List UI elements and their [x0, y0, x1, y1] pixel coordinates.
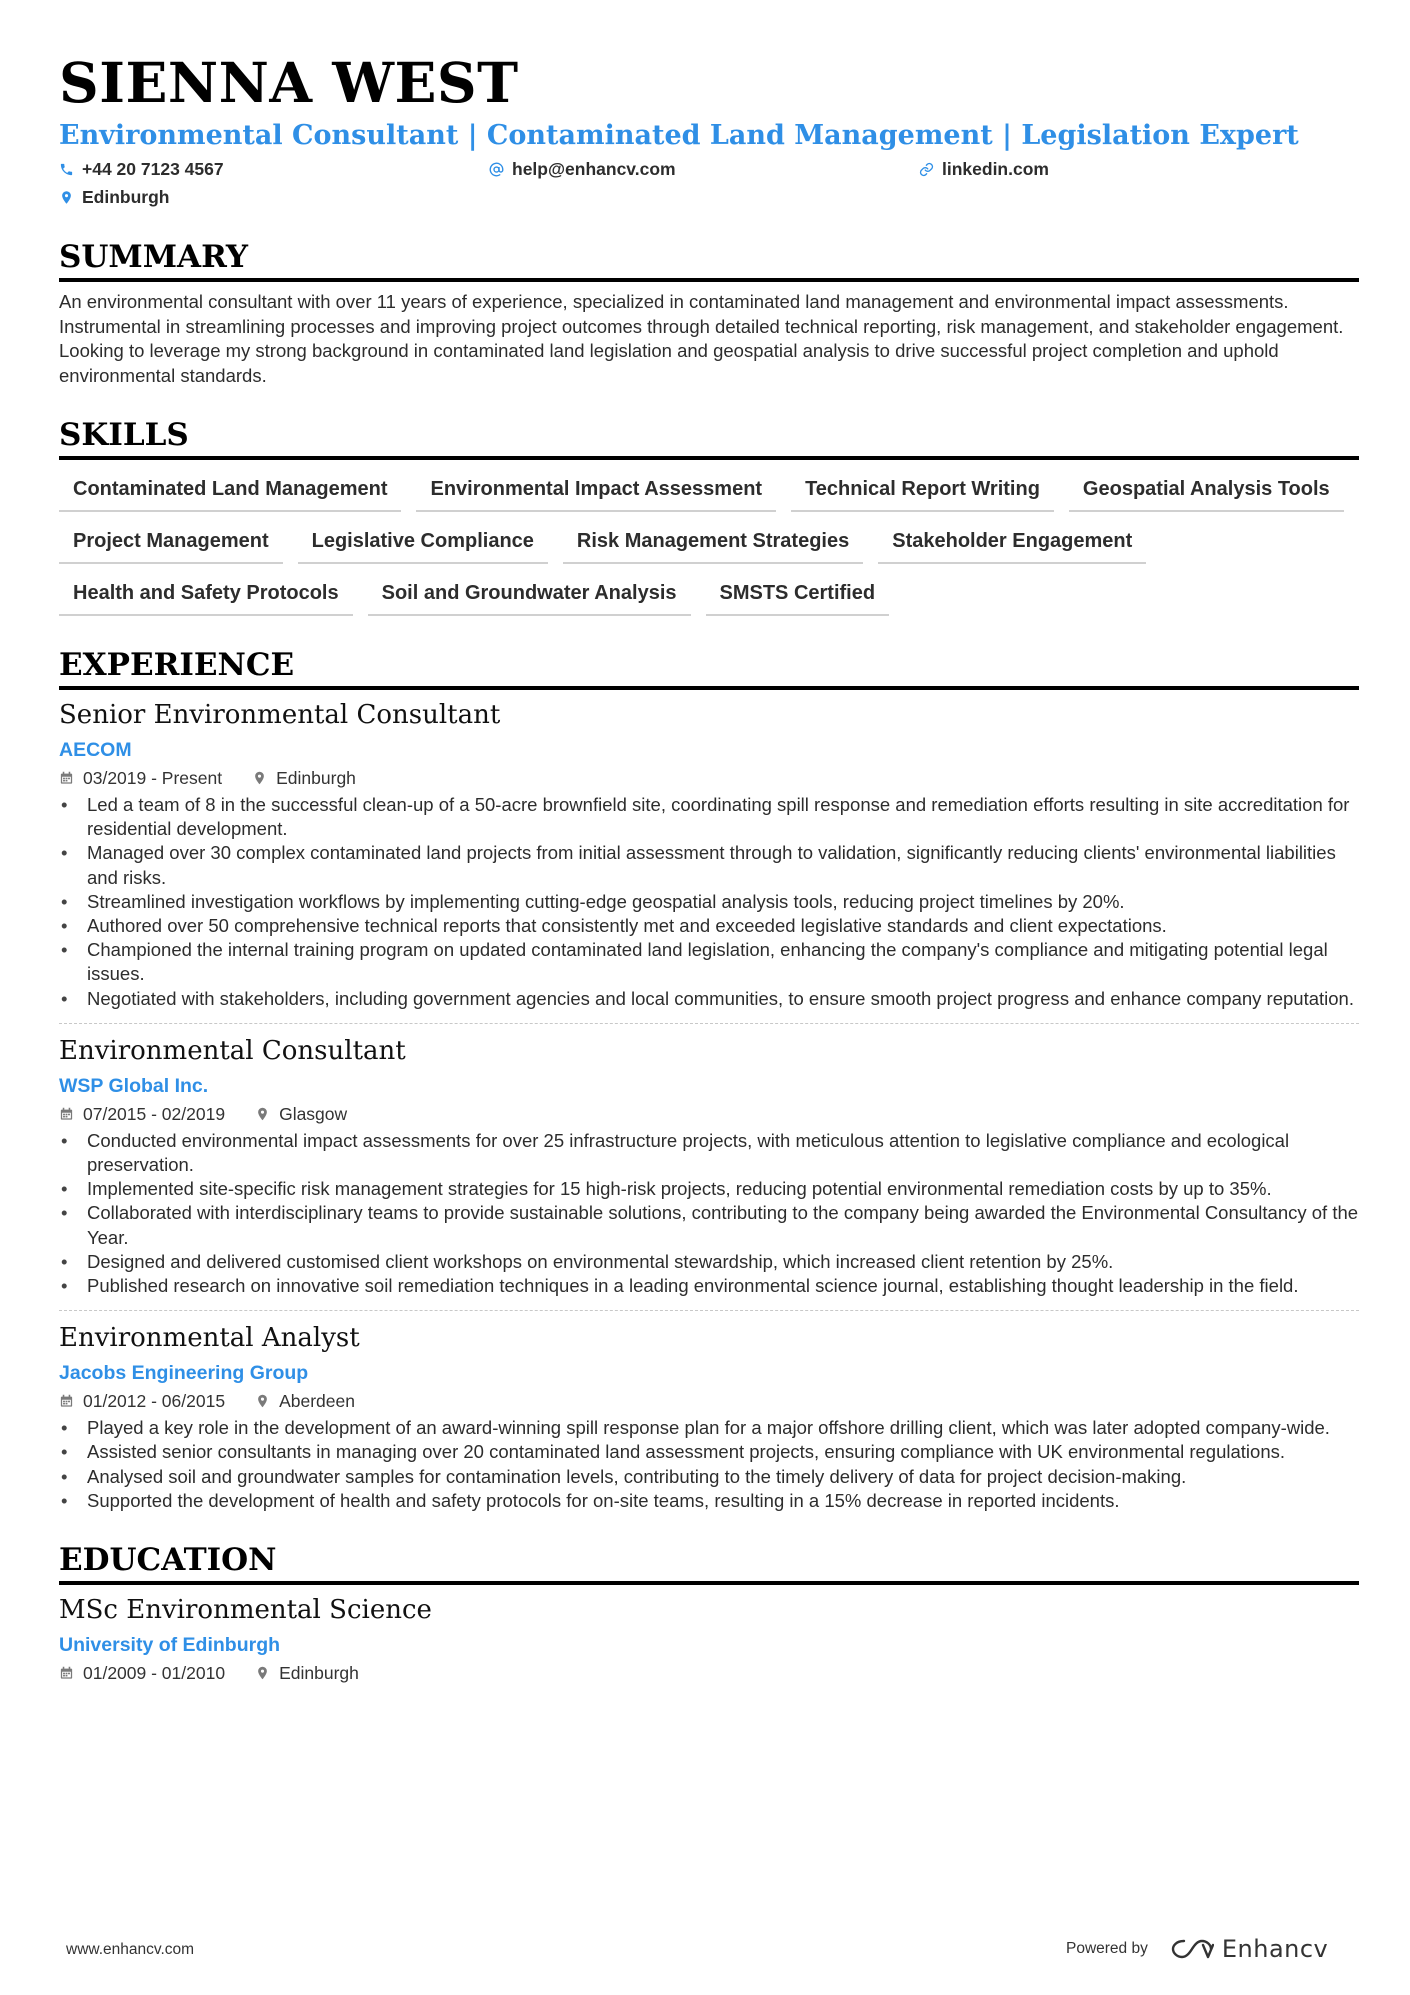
resume-page	[59, 48, 1359, 1690]
summary-text: An environmental consultant with over 11 years of experience, specialized in contaminated land management and environmental impact assessments. Instrumental in streamlining processes and improving project outcomes through detailed technical reporting, risk management, and stakeholder engagement. Looking to leverage my strong background in contaminated land legislation and geospatial analysis to drive successful project completion and uphold environmental standards.	[59, 291, 1344, 386]
job-entry	[59, 1310, 1359, 1519]
job-dates	[59, 1103, 225, 1125]
skill-tag: Environmental Impact Assessment	[416, 476, 776, 512]
summary-section	[59, 238, 1359, 388]
education-meta	[59, 1662, 1359, 1684]
skills-section	[59, 416, 1359, 616]
job-location	[252, 767, 356, 789]
contact-location	[59, 186, 489, 208]
company-name[interactable]: Jacobs Engineering Group	[59, 1362, 309, 1385]
location-pin-icon	[255, 1393, 270, 1409]
experience-heading: EXPERIENCE	[59, 646, 1359, 690]
company-name[interactable]: AECOM	[59, 739, 132, 761]
job-bullets	[59, 793, 1359, 1011]
company-name[interactable]: WSP Global Inc.	[59, 1074, 209, 1097]
skill-tag: Legislative Compliance	[298, 528, 548, 564]
headline: Environmental Consultant | Contaminated Land Management | Legislation Expert	[59, 120, 1299, 151]
job-meta	[59, 1390, 1359, 1412]
job-dates	[59, 767, 222, 789]
skills-heading: SKILLS	[59, 416, 1359, 460]
list-item: • Conducted environmental impact assessments for over 25 infrastructure projects, with meticulous attention to legislative compliance and ecological preservation.	[59, 1129, 1359, 1177]
list-item: • Championed the internal training program on updated contaminated land legislation, enhancing the company's compliance and mitigating potential legal issues.	[59, 938, 1359, 986]
email-text: help@enhancv.com	[512, 158, 676, 179]
job-title: Environmental Analyst	[59, 1323, 360, 1354]
link-icon	[919, 162, 934, 177]
dates-text: 01/2009 - 01/2010	[83, 1663, 226, 1684]
skill-tag: Project Management	[59, 528, 283, 564]
list-item: • Negotiated with stakeholders, including government agencies and local communities, to ensure smooth project progress and enhance company reputation.	[59, 987, 1359, 1011]
skill-tag: Contaminated Land Management	[59, 476, 401, 512]
list-item: • Implemented site-specific risk management strategies for 15 high-risk projects, reducing potential environmental remediation costs by up to 35%.	[59, 1177, 1359, 1201]
skills-list	[59, 476, 1359, 616]
phone-text: +44 20 7123 4567	[82, 158, 224, 179]
list-item: • Supported the development of health and safety protocols for on-site teams, resulting in a 15% decrease in reported incidents.	[59, 1489, 1359, 1513]
job-meta	[59, 1103, 1359, 1125]
footer-website[interactable]: www.enhancv.com	[66, 1941, 195, 1958]
list-item: • Analysed soil and groundwater samples for contamination levels, contributing to the timely delivery of data for project decision-making.	[59, 1465, 1359, 1489]
contact-linkedin[interactable]	[919, 158, 1359, 180]
experience-section	[59, 646, 1359, 1519]
location-pin-icon	[255, 1665, 270, 1681]
candidate-name: SIENNA WEST	[59, 50, 519, 115]
job-title: Senior Environmental Consultant	[59, 700, 501, 730]
location-pin-icon	[255, 1106, 270, 1122]
location-text: Aberdeen	[279, 1391, 355, 1412]
job-entry	[59, 698, 1359, 1017]
phone-icon	[59, 162, 74, 177]
list-item: • Designed and delivered customised client workshops on environmental stewardship, which increased client retention by 25%.	[59, 1250, 1359, 1274]
skill-tag: Risk Management Strategies	[563, 528, 863, 564]
location-text: Edinburgh	[82, 186, 170, 207]
linkedin-text: linkedin.com	[942, 158, 1049, 179]
contact-list	[59, 158, 1359, 208]
footer-branding[interactable]	[1066, 1935, 1328, 1963]
contact-phone[interactable]	[59, 158, 489, 180]
skill-tag: Soil and Groundwater Analysis	[368, 580, 691, 616]
calendar-icon	[59, 1665, 74, 1681]
school-name[interactable]: University of Edinburgh	[59, 1634, 281, 1657]
list-item: • Led a team of 8 in the successful clean-up of a 50-acre brownfield site, coordinating spill response and remediation efforts resulting in site accreditation for residential development.	[59, 793, 1359, 841]
education-entry	[59, 1593, 1359, 1690]
dates-text: 01/2012 - 06/2015	[83, 1391, 226, 1412]
degree-title: MSc Environmental Science	[59, 1595, 432, 1626]
education-heading: EDUCATION	[59, 1541, 1359, 1585]
dates-text: 07/2015 - 02/2019	[83, 1103, 226, 1124]
list-item: • Authored over 50 comprehensive technical reports that consistently met and exceeded legislative standards and client expectations.	[59, 914, 1359, 938]
job-location	[255, 1390, 355, 1412]
job-entry	[59, 1023, 1359, 1304]
calendar-icon	[59, 1393, 74, 1409]
education-location	[255, 1662, 359, 1684]
resume-header	[59, 48, 1359, 208]
education-dates	[59, 1662, 225, 1684]
location-text: Edinburgh	[279, 1663, 359, 1684]
skill-tag: Stakeholder Engagement	[878, 528, 1146, 564]
calendar-icon	[59, 1106, 74, 1122]
job-bullets	[59, 1129, 1359, 1298]
list-item: • Streamlined investigation workflows by implementing cutting-edge geospatial analysis tools, reducing project timelines by 20%.	[59, 890, 1359, 914]
at-sign-icon	[489, 162, 504, 177]
location-pin-icon	[59, 190, 74, 205]
brand-name: Enhancv	[1221, 1935, 1329, 1963]
job-title: Environmental Consultant	[59, 1035, 406, 1066]
summary-heading: SUMMARY	[59, 238, 1359, 282]
dates-text: 03/2019 - Present	[83, 768, 223, 788]
powered-by-label: Powered by	[1066, 1940, 1148, 1957]
education-section	[59, 1541, 1359, 1690]
location-pin-icon	[252, 770, 267, 786]
contact-email[interactable]	[489, 158, 919, 180]
skill-tag: Health and Safety Protocols	[59, 580, 353, 616]
list-item: • Played a key role in the development of an award-winning spill response plan for a major offshore drilling client, which was later adopted company-wide.	[59, 1416, 1359, 1440]
location-text: Glasgow	[279, 1103, 348, 1124]
enhancv-logo-icon	[1170, 1937, 1214, 1961]
skill-tag: Technical Report Writing	[791, 476, 1054, 512]
enhancv-logo	[1170, 1935, 1328, 1963]
location-text: Edinburgh	[276, 768, 356, 788]
job-bullets	[59, 1416, 1359, 1513]
skill-tag: SMSTS Certified	[706, 580, 890, 616]
job-location	[255, 1103, 347, 1125]
list-item: • Published research on innovative soil remediation techniques in a leading environmental science journal, establishing thought leadership in the field.	[59, 1274, 1359, 1298]
list-item: • Managed over 30 complex contaminated land projects from initial assessment through to validation, significantly reducing clients' environmental liabilities and risks.	[59, 841, 1359, 889]
skill-tag: Geospatial Analysis Tools	[1069, 476, 1344, 512]
calendar-icon	[59, 770, 74, 786]
job-dates	[59, 1390, 225, 1412]
list-item: • Collaborated with interdisciplinary teams to provide sustainable solutions, contributing to the company being awarded the Environmental Consultancy of the Year.	[59, 1201, 1359, 1249]
job-meta	[59, 767, 1359, 789]
list-item: • Assisted senior consultants in managing over 20 contaminated land assessment projects, ensuring compliance with UK environmental regulations.	[59, 1440, 1359, 1464]
